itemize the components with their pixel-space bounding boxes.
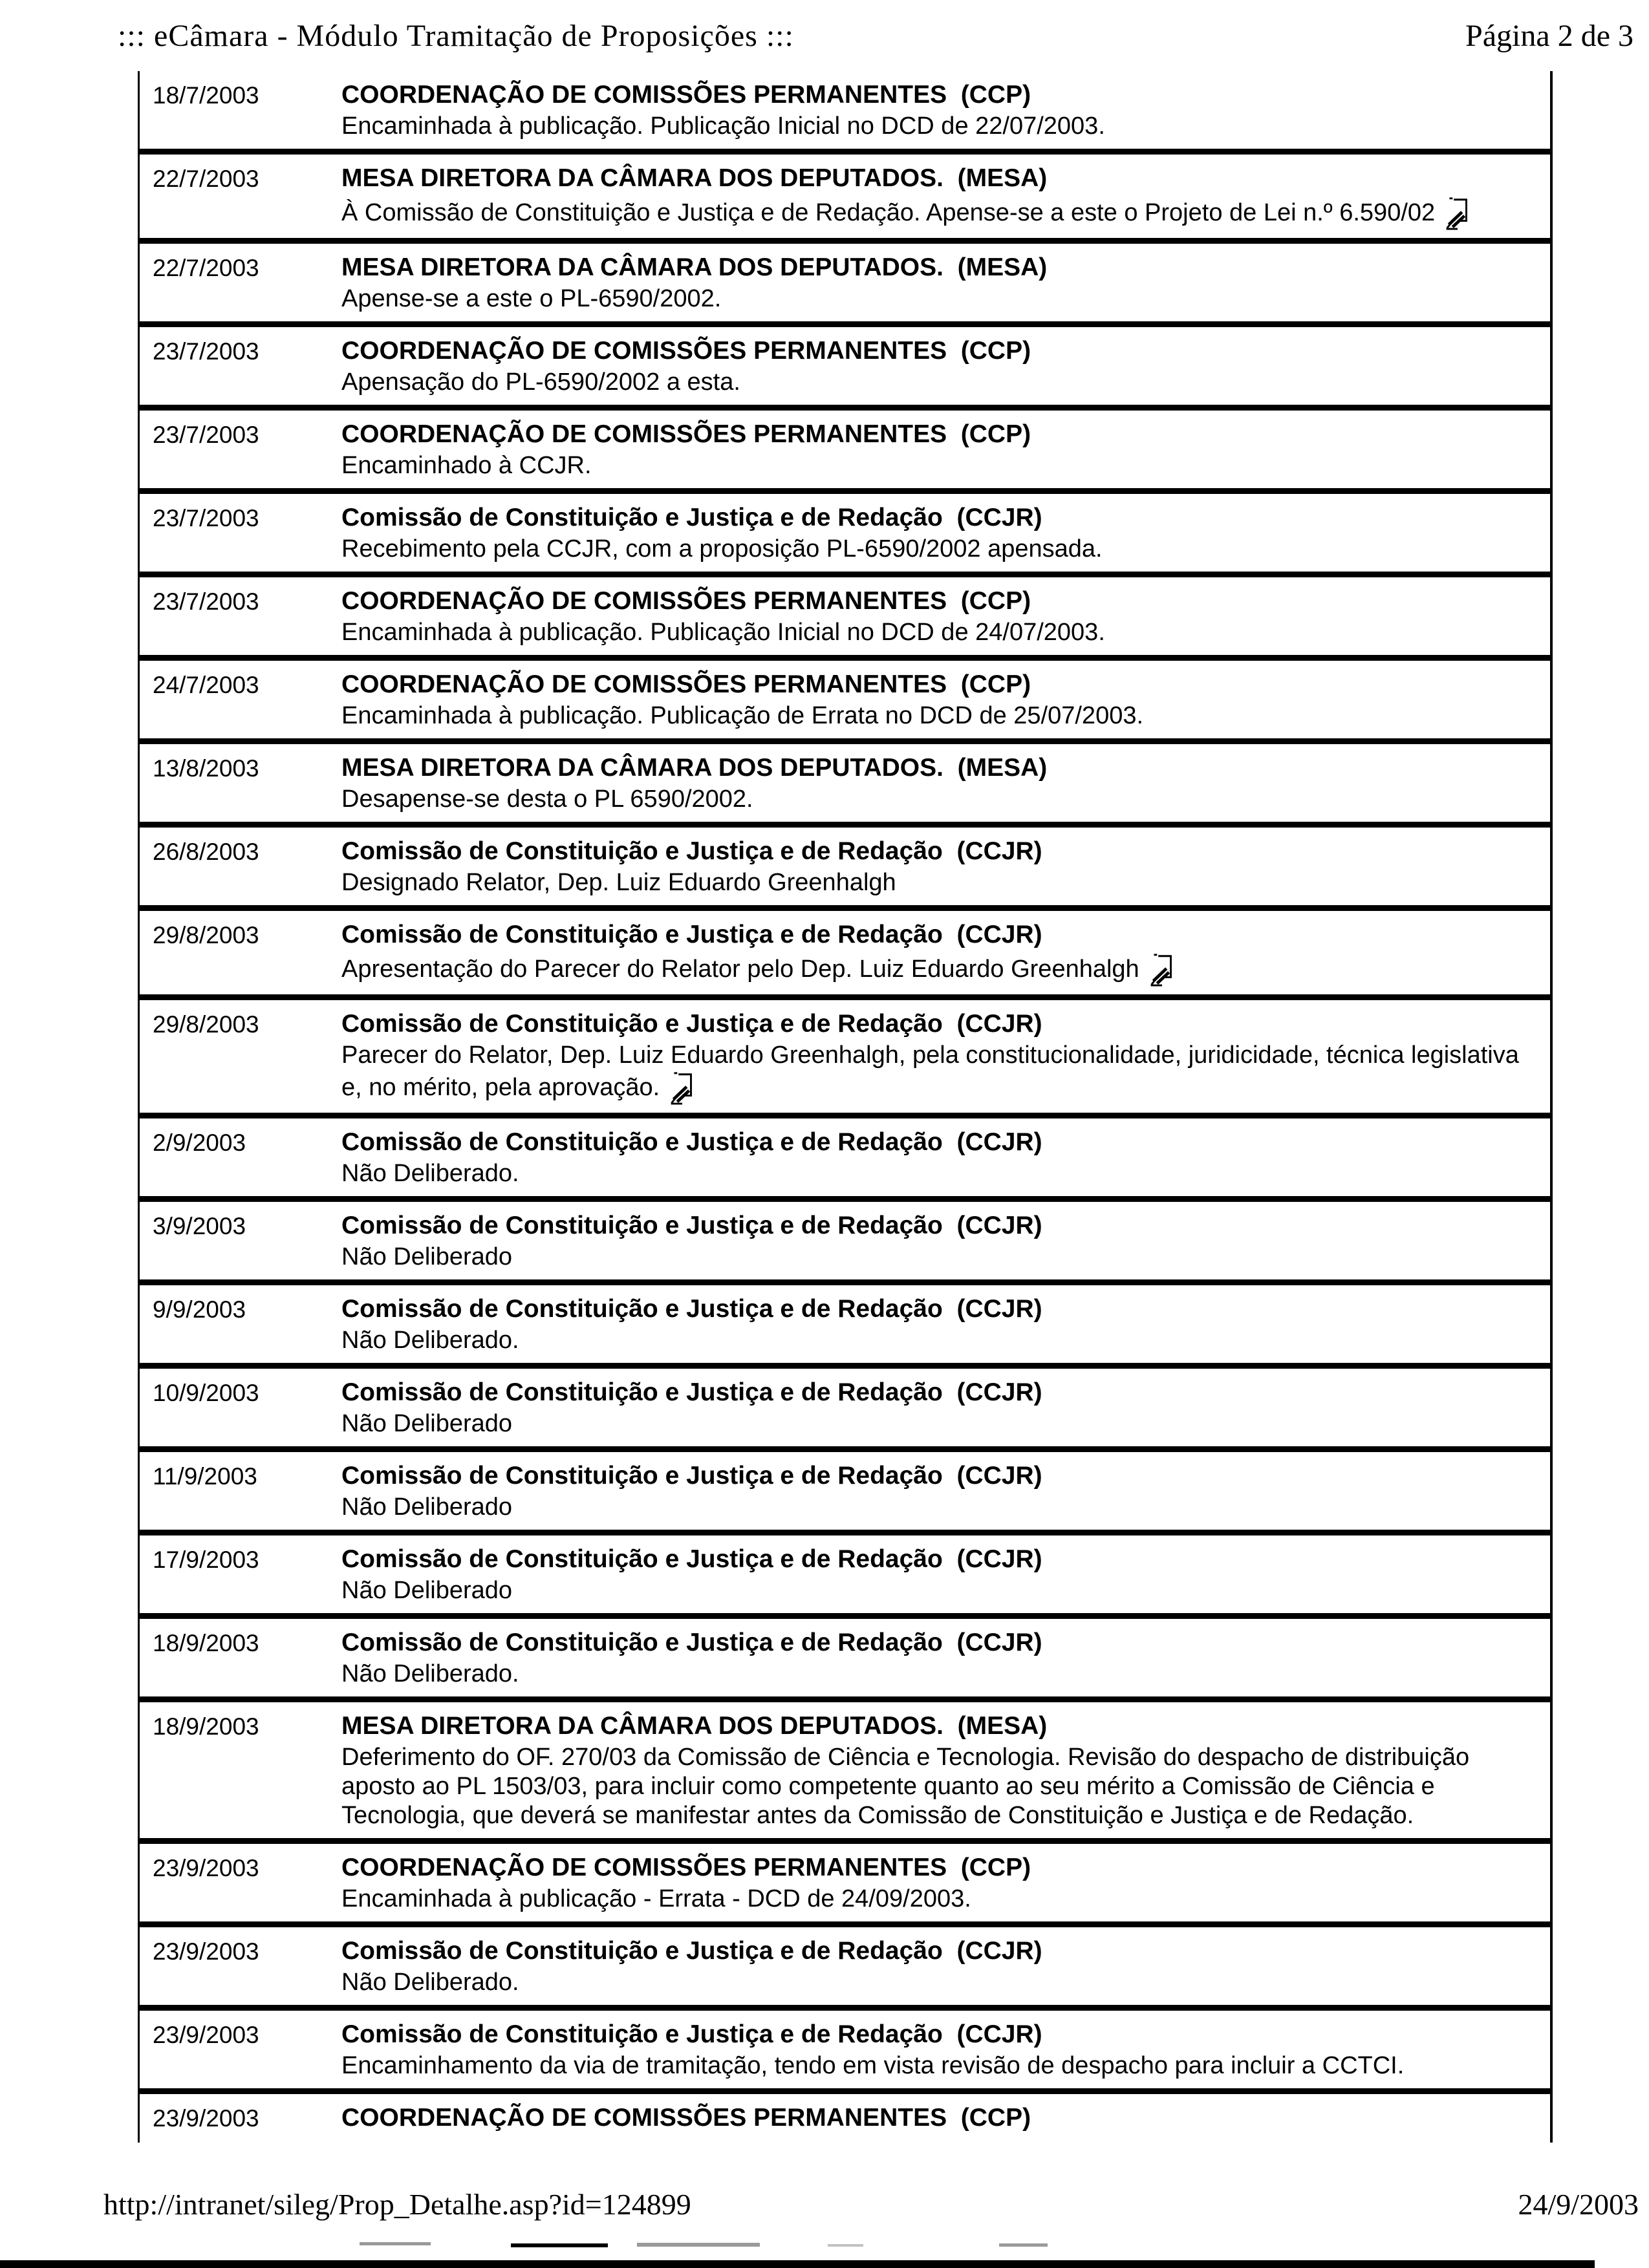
event-cell: [341, 155, 1550, 238]
event-cell: [341, 411, 1550, 488]
date-cell: 23/9/2003: [153, 2105, 259, 2132]
event-text: Encaminhado à CCJR.: [341, 452, 592, 479]
org-title: Comissão de Constituição e Justiça e de Redação (CCJR): [341, 504, 1042, 531]
date-cell: 9/9/2003: [153, 1296, 246, 1323]
event-cell: [341, 1452, 1550, 1530]
event-text: Não Deliberado.: [341, 1660, 519, 1687]
event-description: [341, 2051, 1531, 2081]
table-row: [140, 661, 1550, 744]
event-description: [341, 1409, 1531, 1439]
table-row: [140, 828, 1550, 911]
table-row: [140, 494, 1550, 577]
event-cell: [341, 1202, 1550, 1279]
table-row: [140, 1535, 1550, 1619]
event-description: [341, 1326, 1531, 1355]
event-cell: [341, 2094, 1550, 2143]
event-cell: [341, 828, 1550, 905]
event-cell: [341, 1844, 1550, 1921]
source-url: http://intranet/sileg/Prop_Detalhe.asp?id=124899: [103, 2188, 691, 2221]
event-description: [341, 1660, 1531, 1689]
date-cell: 18/9/2003: [153, 1630, 259, 1656]
org-title: Comissão de Constituição e Justiça e de Redação (CCJR): [341, 1378, 1042, 1406]
table-row: [140, 71, 1550, 155]
event-description: [341, 701, 1531, 731]
event-cell: [341, 1619, 1550, 1696]
date-cell: 23/7/2003: [153, 422, 259, 448]
document-pen-icon: [1444, 195, 1471, 230]
event-cell: [341, 1927, 1550, 2005]
date-cell: 26/8/2003: [153, 839, 259, 865]
event-description: [341, 952, 1531, 987]
event-cell: [341, 1369, 1550, 1446]
event-description: [341, 868, 1531, 897]
org-title: MESA DIRETORA DA CÂMARA DOS DEPUTADOS. (MESA): [341, 164, 1048, 192]
org-title: COORDENAÇÃO DE COMISSÕES PERMANENTES (CCP): [341, 670, 1031, 698]
event-description: [341, 368, 1531, 397]
org-title: COORDENAÇÃO DE COMISSÕES PERMANENTES (CCP): [341, 337, 1031, 365]
org-title: Comissão de Constituição e Justiça e de Redação (CCJR): [341, 1937, 1042, 1965]
scan-artifact-dash: [828, 2244, 863, 2247]
date-cell: 18/7/2003: [153, 82, 259, 109]
page-title: ::: eCâmara - Módulo Tramitação de Proposições :::: [118, 19, 794, 53]
event-text: Encaminhada à publicação - Errata - DCD de 24/09/2003.: [341, 1885, 971, 1912]
event-description: [341, 451, 1531, 480]
org-title: Comissão de Constituição e Justiça e de Redação (CCJR): [341, 921, 1042, 948]
table-row: [140, 1369, 1550, 1452]
event-text: Desapense-se desta o PL 6590/2002.: [341, 786, 753, 813]
table-row: [140, 1619, 1550, 1702]
event-description: [341, 112, 1531, 141]
org-title: MESA DIRETORA DA CÂMARA DOS DEPUTADOS. (MESA): [341, 253, 1048, 281]
event-cell: [341, 2011, 1550, 2088]
date-cell: 22/7/2003: [153, 166, 259, 192]
event-cell: [341, 327, 1550, 405]
date-cell: 18/9/2003: [153, 1713, 259, 1740]
event-description: [341, 195, 1531, 230]
print-date: 24/9/2003: [1518, 2188, 1639, 2221]
document-pen-icon: [1148, 952, 1176, 987]
date-cell: 29/8/2003: [153, 1011, 259, 1038]
event-description: [341, 1243, 1531, 1272]
org-title: Comissão de Constituição e Justiça e de Redação (CCJR): [341, 1212, 1042, 1239]
event-description: [341, 1743, 1531, 1830]
table-row: [140, 155, 1550, 244]
event-text: Designado Relator, Dep. Luiz Eduardo Greenhalgh: [341, 869, 896, 896]
org-title: Comissão de Constituição e Justiça e de Redação (CCJR): [341, 1629, 1042, 1656]
event-cell: [341, 494, 1550, 572]
event-description: [341, 1041, 1531, 1105]
date-cell: 23/9/2003: [153, 2022, 259, 2048]
org-title: COORDENAÇÃO DE COMISSÕES PERMANENTES (CCP): [341, 587, 1031, 615]
event-text: À Comissão de Constituição e Justiça e de Redação. Apense-se a este o Projeto de Lei n.º 6.590/02: [341, 199, 1436, 226]
event-cell: [341, 661, 1550, 738]
table-row: [140, 1202, 1550, 1285]
org-title: Comissão de Constituição e Justiça e de Redação (CCJR): [341, 1545, 1042, 1573]
event-text: Não Deliberado: [341, 1577, 513, 1604]
table-row: [140, 1702, 1550, 1844]
org-title: MESA DIRETORA DA CÂMARA DOS DEPUTADOS. (MESA): [341, 754, 1048, 782]
event-cell: [341, 1000, 1550, 1113]
event-cell: [341, 244, 1550, 321]
date-cell: 23/9/2003: [153, 1938, 259, 1965]
event-text: Apresentação do Parecer do Relator pelo Dep. Luiz Eduardo Greenhalgh: [341, 956, 1139, 983]
tramitation-table: [138, 71, 1553, 2143]
table-row: [140, 744, 1550, 828]
org-title: Comissão de Constituição e Justiça e de Redação (CCJR): [341, 1010, 1042, 1038]
date-cell: 23/7/2003: [153, 338, 259, 365]
date-cell: 23/7/2003: [153, 588, 259, 615]
event-text: Encaminhada à publicação. Publicação Inicial no DCD de 24/07/2003.: [341, 619, 1105, 646]
scan-artifact-dash: [637, 2243, 760, 2247]
event-text: Não Deliberado.: [341, 1327, 519, 1354]
table-row: [140, 1118, 1550, 1202]
date-cell: 13/8/2003: [153, 755, 259, 782]
table-row: [140, 1452, 1550, 1535]
table-row: [140, 1285, 1550, 1369]
date-cell: 2/9/2003: [153, 1129, 246, 1156]
table-row: [140, 2094, 1550, 2143]
table-row: [140, 1844, 1550, 1927]
scan-artifact-dash: [360, 2242, 431, 2245]
event-description: [341, 1493, 1531, 1522]
table-row: [140, 1000, 1550, 1118]
event-cell: [341, 744, 1550, 822]
date-cell: 22/7/2003: [153, 255, 259, 281]
page-indicator: Página 2 de 3: [1465, 19, 1633, 53]
event-description: [341, 284, 1531, 314]
event-text: Recebimento pela CCJR, com a proposição PL-6590/2002 apensada.: [341, 535, 1103, 562]
event-text: Apense-se a este o PL-6590/2002.: [341, 285, 722, 312]
org-title: Comissão de Constituição e Justiça e de Redação (CCJR): [341, 837, 1042, 865]
event-cell: [341, 1702, 1550, 1838]
event-cell: [341, 1535, 1550, 1613]
event-text: Não Deliberado: [341, 1493, 513, 1521]
event-cell: [341, 1285, 1550, 1363]
org-title: Comissão de Constituição e Justiça e de Redação (CCJR): [341, 2020, 1042, 2048]
event-description: [341, 1576, 1531, 1605]
date-cell: 24/7/2003: [153, 672, 259, 698]
event-text: Não Deliberado.: [341, 1969, 519, 1996]
table-row: [140, 244, 1550, 327]
date-cell: 11/9/2003: [153, 1463, 257, 1490]
event-cell: [341, 911, 1550, 994]
event-cell: [341, 1118, 1550, 1196]
event-description: [341, 618, 1531, 647]
scan-artifact-dash: [511, 2243, 608, 2247]
event-text: Apensação do PL-6590/2002 a esta.: [341, 369, 740, 396]
event-text: Encaminhada à publicação. Publicação Inicial no DCD de 22/07/2003.: [341, 112, 1105, 140]
event-cell: [341, 577, 1550, 655]
date-cell: 29/8/2003: [153, 922, 259, 948]
org-title: COORDENAÇÃO DE COMISSÕES PERMANENTES (CCP): [341, 2104, 1031, 2132]
event-cell: [341, 71, 1550, 149]
date-cell: 3/9/2003: [153, 1213, 246, 1239]
date-cell: 10/9/2003: [153, 1380, 259, 1406]
event-description: [341, 1159, 1531, 1188]
table-row: [140, 911, 1550, 1000]
event-description: [341, 1885, 1531, 1914]
org-title: COORDENAÇÃO DE COMISSÕES PERMANENTES (CCP): [341, 81, 1031, 109]
date-cell: 23/7/2003: [153, 505, 259, 531]
document-pen-icon: [669, 1070, 696, 1105]
org-title: MESA DIRETORA DA CÂMARA DOS DEPUTADOS. (MESA): [341, 1712, 1048, 1740]
event-text: Não Deliberado: [341, 1243, 513, 1270]
table-row: [140, 1927, 1550, 2011]
table-row: [140, 577, 1550, 661]
org-title: Comissão de Constituição e Justiça e de Redação (CCJR): [341, 1128, 1042, 1156]
scan-artifact-bottom-strip: [0, 2260, 1595, 2268]
org-title: COORDENAÇÃO DE COMISSÕES PERMANENTES (CCP): [341, 420, 1031, 448]
date-cell: 17/9/2003: [153, 1546, 259, 1573]
org-title: COORDENAÇÃO DE COMISSÕES PERMANENTES (CCP): [341, 1854, 1031, 1881]
event-text: Encaminhamento da via de tramitação, tendo em vista revisão de despacho para incluir a CCTCI.: [341, 2052, 1405, 2079]
event-text: Não Deliberado: [341, 1410, 513, 1437]
scan-artifact-dash: [999, 2243, 1048, 2247]
table-row: [140, 411, 1550, 494]
table-row: [140, 2011, 1550, 2094]
event-description: [341, 1968, 1531, 1997]
org-title: Comissão de Constituição e Justiça e de Redação (CCJR): [341, 1295, 1042, 1323]
event-description: [341, 785, 1531, 814]
event-text: Encaminhada à publicação. Publicação de Errata no DCD de 25/07/2003.: [341, 702, 1144, 729]
date-cell: 23/9/2003: [153, 1855, 259, 1881]
table-row: [140, 327, 1550, 411]
event-text: Não Deliberado.: [341, 1160, 519, 1187]
event-text: Deferimento do OF. 270/03 da Comissão de Ciência e Tecnologia. Revisão do despacho de distribuição aposto ao PL 1503/03, para incluir como competente quanto ao seu mérito a Comissão de Ciência e Tecnologia, que deverá se manifestar antes da Comissão de Constituição e Justiça e de Redação.: [341, 1744, 1476, 1829]
event-text: Parecer do Relator, Dep. Luiz Eduardo Greenhalgh, pela constitucionalidade, juridicidade, técnica legislativa e, no mérito, pela aprovação.: [341, 1042, 1526, 1101]
event-description: [341, 535, 1531, 564]
org-title: Comissão de Constituição e Justiça e de Redação (CCJR): [341, 1462, 1042, 1490]
